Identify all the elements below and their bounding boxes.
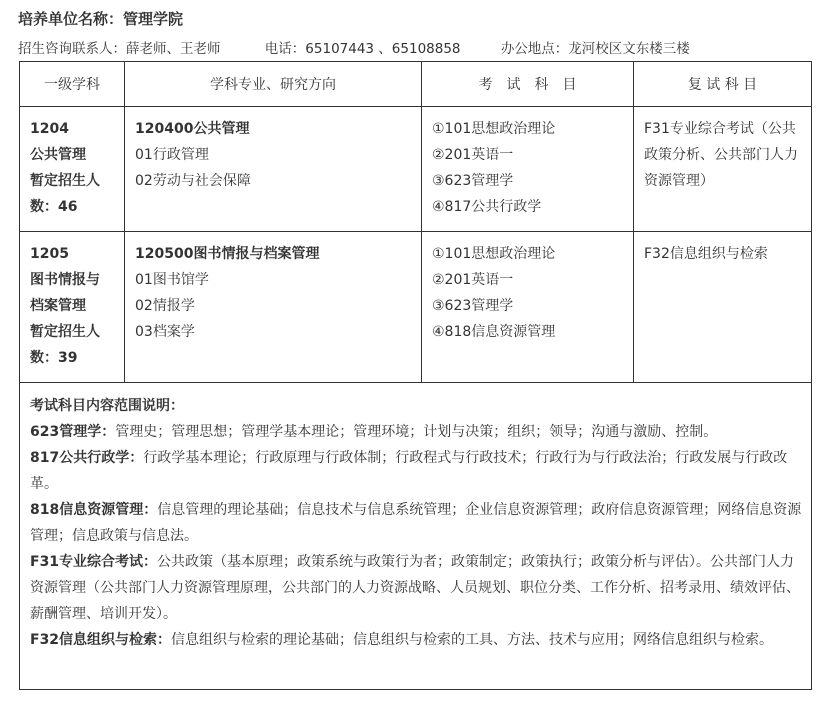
exam-subject: ③623管理学 [432,173,514,189]
discipline-code: 1205 [30,246,69,262]
note-item [30,445,803,497]
note-label: F31专业综合考试： [30,554,158,570]
notes-cell [20,383,812,690]
enrollment-count: 数：46 [30,199,78,215]
research-direction: 02情报学 [135,298,195,314]
note-text: 行政学基本理论；行政原理与行政体制；行政程式与行政技术；行政行为与行政法治；行政发展与行政改革。 [30,450,788,492]
notes-row [20,383,812,690]
exams-cell [422,107,634,232]
research-direction: 02劳动与社会保障 [135,173,251,189]
col-header-major: 学科专业、研究方向 [125,62,422,107]
note-label: 818信息资源管理： [30,502,158,518]
exam-subject: ④818信息资源管理 [432,324,556,340]
contact-info [18,37,690,57]
exam-subject: ②201英语一 [432,272,514,288]
discipline-cell [20,107,125,232]
discipline-cell [20,232,125,383]
col-header-discipline: 一级学科 [20,62,125,107]
note-item [30,497,803,549]
col-header-exams: 考 试 科 目 [422,62,634,107]
note-item [30,627,803,653]
exam-subject: ①101思想政治理论 [432,121,556,137]
note-label: 623管理学： [30,424,116,440]
enrollment-count: 数：39 [30,350,78,366]
note-text: 管理史；管理思想；管理学基本理论；管理环境；计划与决策；组织；领导；沟通与激励、控制。 [115,424,718,440]
page-title: 培养单位名称：管理学院 [18,10,184,28]
exams-cell [422,232,634,383]
table-header-row [20,62,812,107]
retest-subject: F31专业综合考试（公共政策分析、公共部门人力资源管理） [644,121,798,189]
notes-heading: 考试科目内容范围说明： [30,398,184,414]
note-item [30,419,803,445]
research-direction: 01图书馆学 [135,272,209,288]
col-header-retest: 复 试 科 目 [634,62,812,107]
retest-cell [634,232,812,383]
major-cell [125,232,422,383]
exam-subject: ①101思想政治理论 [432,246,556,262]
admissions-table [19,61,812,690]
note-text: 信息管理的理论基础；信息技术与信息系统管理；企业信息资源管理；政府信息资源管理；网络信息资源管理；信息政策与信息法。 [30,502,802,544]
exam-subject: ④817公共行政学 [432,199,542,215]
exam-subject: ②201英语一 [432,147,514,163]
contact-person: 招生咨询联系人：薛老师、王老师 [18,41,221,57]
contact-phone: 电话：65107443 、65108858 [264,41,461,57]
note-label: F32信息组织与检索： [30,632,172,648]
exam-subject: ③623管理学 [432,298,514,314]
discipline-name: 公共管理 [30,147,86,163]
office-location: 办公地点：龙河校区文东楼三楼 [500,41,690,57]
note-label: 817公共行政学： [30,450,144,466]
note-text: 信息组织与检索的理论基础；信息组织与检索的工具、方法、技术与应用；网络信息组织与检索。 [171,632,774,648]
retest-cell [634,107,812,232]
major-title: 120500图书情报与档案管理 [135,246,320,262]
enrollment-label: 暂定招生人 [30,173,100,189]
research-direction: 01行政管理 [135,147,209,163]
retest-subject: F32信息组织与检索 [644,246,768,262]
discipline-name: 图书情报与 [30,272,100,288]
table-row [20,107,812,232]
discipline-code: 1204 [30,121,69,137]
note-item [30,549,803,627]
major-title: 120400公共管理 [135,121,250,137]
table-row [20,232,812,383]
enrollment-label: 暂定招生人 [30,324,100,340]
discipline-name: 档案管理 [30,298,86,314]
major-cell [125,107,422,232]
research-direction: 03档案学 [135,324,195,340]
note-text: 公共政策（基本原理；政策系统与政策行为者；政策制定；政策执行；政策分析与评估）。公共部门人力资源管理（公共部门人力资源管理原理，公共部门的人力资源战略、人员规划、职位分类、工作分析、招考录用、绩效评估、薪酬管理、培训开发）。 [30,554,800,622]
